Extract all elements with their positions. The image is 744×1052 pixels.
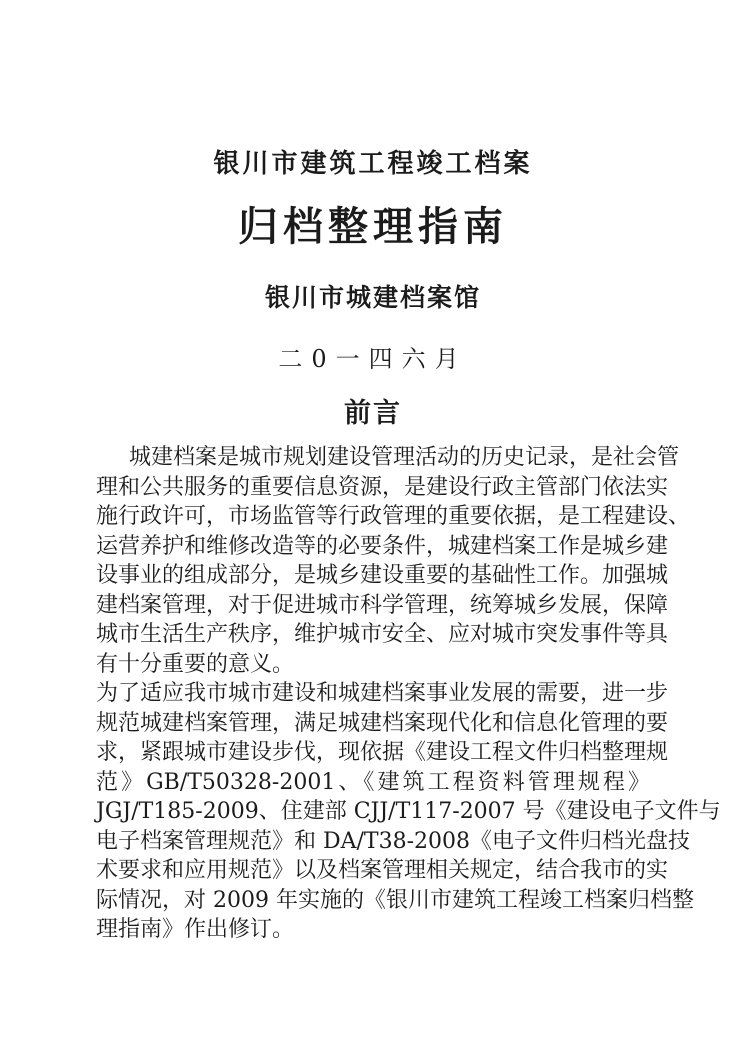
organization-name: 银川市城建档案馆	[264, 282, 481, 312]
paragraph-line: 理指南》作出修订。	[96, 917, 295, 943]
paragraph-line: 电子档案管理规范》和 DA/T38-2008《电子文件归档光盘技	[96, 828, 691, 854]
paragraph-line: 规范城建档案管理，满足城建档案现代化和信息化管理的要	[96, 710, 669, 736]
paragraph-line: 求，紧跟城市建设步伐，现依据《建设工程文件归档整理规	[96, 740, 669, 766]
paragraph-line: 有十分重要的意义。	[96, 651, 295, 677]
paragraph-line: 理和公共服务的重要信息资源，是建设行政主管部门依法实	[96, 474, 669, 500]
preface-paragraph-2	[96, 679, 721, 945]
paragraph-line: 城市生活生产秩序，维护城市安全、应对城市突发事件等具	[96, 622, 669, 648]
document-title-line1: 银川市建筑工程竣工档案	[213, 149, 533, 179]
paragraph-line: 范》GB/T50328-2001、《建筑工程资料管理规程》	[96, 769, 650, 795]
paragraph-line: 运营养护和维修改造等的必要条件，城建档案工作是城乡建	[96, 533, 669, 559]
paragraph-line: 建档案管理，对于促进城市科学管理，统筹城乡发展，保障	[96, 592, 669, 618]
paragraph-line: 际情况，对 2009 年实施的《银川市建筑工程竣工档案归档整	[96, 887, 694, 913]
date-line: 二0一四六月	[278, 345, 468, 374]
paragraph-line: JGJ/T185-2009、住建部 CJJ/T117-2007 号《建设电子文件与	[96, 799, 721, 825]
preface-paragraph-1	[96, 443, 691, 679]
paragraph-line: 城建档案是城市规划建设管理活动的历史记录，是社会管	[129, 445, 680, 471]
document-title-line2: 归档整理指南	[238, 202, 508, 250]
section-heading-preface: 前言	[344, 398, 402, 430]
paragraph-line: 术要求和应用规范》以及档案管理相关规定，结合我市的实	[96, 858, 669, 884]
paragraph-line: 施行政许可，市场监管等行政管理的重要依据，是工程建设、	[96, 504, 691, 530]
paragraph-line: 设事业的组成部分，是城乡建设重要的基础性工作。加强城	[96, 563, 669, 589]
paragraph-line: 为了适应我市城市建设和城建档案事业发展的需要，进一步	[96, 681, 669, 707]
